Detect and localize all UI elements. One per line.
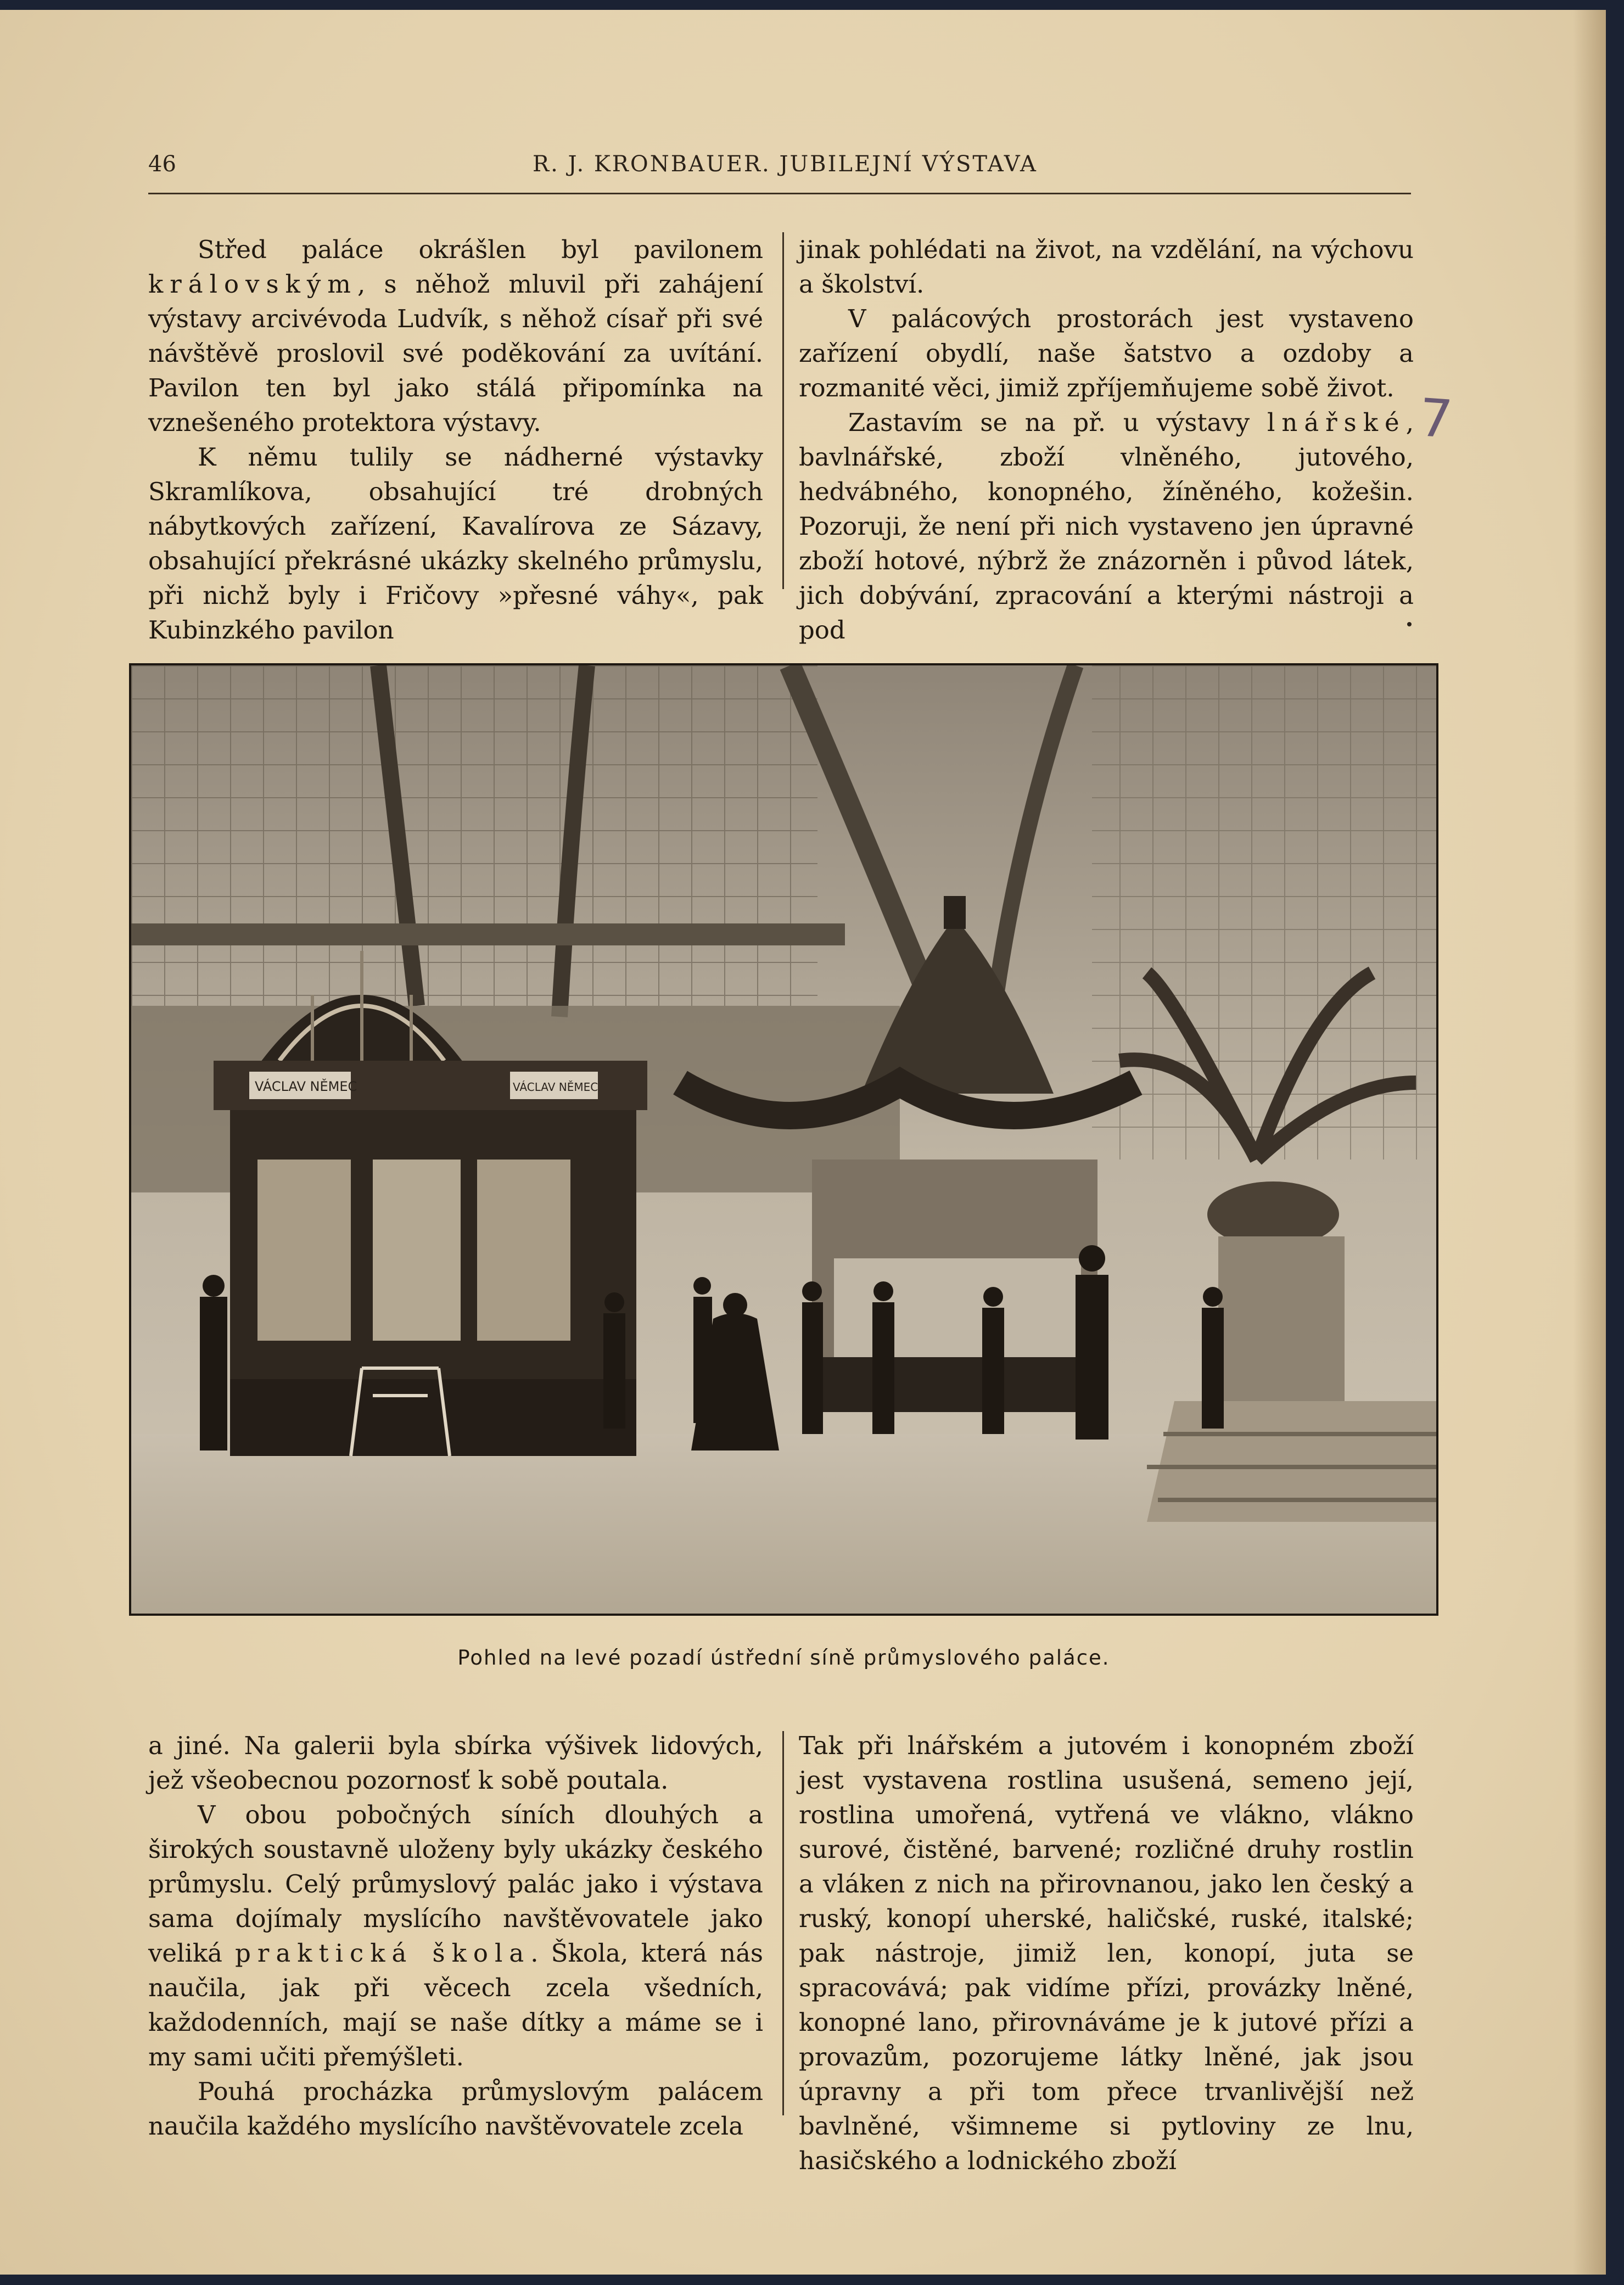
paragraph: K němu tulily se nádherné výstavky Skramlíkova, obsahující tré drobných nábytkových zařízení, Kavalírova ze Sázavy, obsahující překrásné ukázky skelného průmyslu, při nichž byly i Fričovy »přesné váhy«, pak Kubinzkého pavilon — [148, 443, 763, 645]
column-top-left — [148, 232, 763, 645]
running-title: R. J. KRONBAUER. JUBILEJNÍ VÝSTAVA — [533, 152, 1038, 177]
svg-text:VÁCLAV NĚMEC: VÁCLAV NĚMEC — [513, 1080, 598, 1094]
paragraph: jinak pohlédati na život, na vzdělání, na výchovu a školství. — [799, 235, 1414, 299]
scan-background-top — [0, 0, 1624, 10]
paragraph: a jiné. Na galerii byla sbírka výšivek lidových, jež všeobecnou pozornosť k sobě poutala. — [148, 1731, 763, 1795]
photo-caption: Pohled na levé pozadí ústřední síně průmyslového paláce. — [457, 1646, 1110, 1670]
handwritten-margin-mark: 7 — [1417, 388, 1455, 450]
spaced-emphasis: praktická škola — [235, 1939, 531, 1968]
svg-text:VÁCLAV NĚMEC: VÁCLAV NĚMEC — [255, 1079, 357, 1094]
paragraph: V obou pobočných síních dlouhých a širokých soustavně uloženy byly ukázky českého průmyslu. Celý průmyslový palác jako i výstava sama dojímaly myslícího navštěvovatele jako veliká praktická škola. Škola, která nás naučila, jak při věcech zcela všedních, každodenních, mají se naše dítky a máme se i my sami učiti přemýšleti. — [148, 1800, 763, 2071]
paragraph: V palácových prostorách jest vystaveno zařízení obydlí, naše šatstvo a ozdoby a rozmanité věci, jimiž zpříjemňujeme sobě život. — [799, 304, 1414, 402]
gallery-rail — [131, 923, 845, 945]
page-header — [148, 152, 1411, 190]
column-divider — [782, 1731, 784, 2115]
paragraph: Pouhá procházka průmyslovým palácem naučila každého myslícího navštěvovatele zcela — [148, 2077, 763, 2141]
column-bottom-right — [799, 1728, 1414, 2175]
header-rule — [148, 193, 1411, 194]
paragraph: Střed paláce okrášlen byl pavilonem královským, s něhož mluvil při zahájení výstavy arcivévoda Ludvík, s něhož císař při své návštěvě proslovil své poděkování za uvítání. Pavilon ten byl jako stálá připomínka na vznešeného protektora výstavy. — [148, 235, 763, 437]
glass-wall-left — [131, 665, 817, 1006]
column-top-right — [799, 232, 1414, 645]
paragraph: Tak při lnářském a jutovém i konopném zboží jest vystavena rostlina usušená, semeno její, rostlina umořená, vytřená ve vlákno, vlákno surové, čistěné, barvené; rozličné druhy rostlin a vláken z nich na přirovnanou, jako len český a ruský, konopí uherské, haličské, ruské, italské; pak nástroje, jimiž len, konopí, juta se spracovává; pak vidíme přízi, provázky lněné, konopné lano, přirovnáváme je k jutové přízi a provazům, pozorujeme látky lněné, jak jsou úpravny a při tom přece trvanlivější než bavlněné, všimneme si pytloviny ze lnu, hasičského a lodnického zboží — [799, 1731, 1414, 2175]
book-page — [0, 10, 1606, 2275]
spaced-emphasis: královským — [148, 270, 357, 299]
exhibition-hall-photo — [129, 663, 1438, 1616]
ink-dot — [1407, 622, 1412, 626]
column-bottom-left — [148, 1728, 763, 2141]
column-divider — [782, 232, 784, 589]
paragraph: Zastavím se na př. u výstavy lnářské, bavlnářské, zboží vlněného, jutového, hedvábného, konopného, žíněného, kožešin. Pozoruji, že není při nich vystaveno jen úpravné zboží hotové, nýbrž že znázorněn i původ látek, jich dobývání, zpracování a kterými nástroji a pod — [799, 408, 1414, 645]
spaced-emphasis: lnářské — [1267, 408, 1406, 437]
page-number: 46 — [148, 152, 176, 177]
page-edge-shadow — [1573, 10, 1606, 2275]
